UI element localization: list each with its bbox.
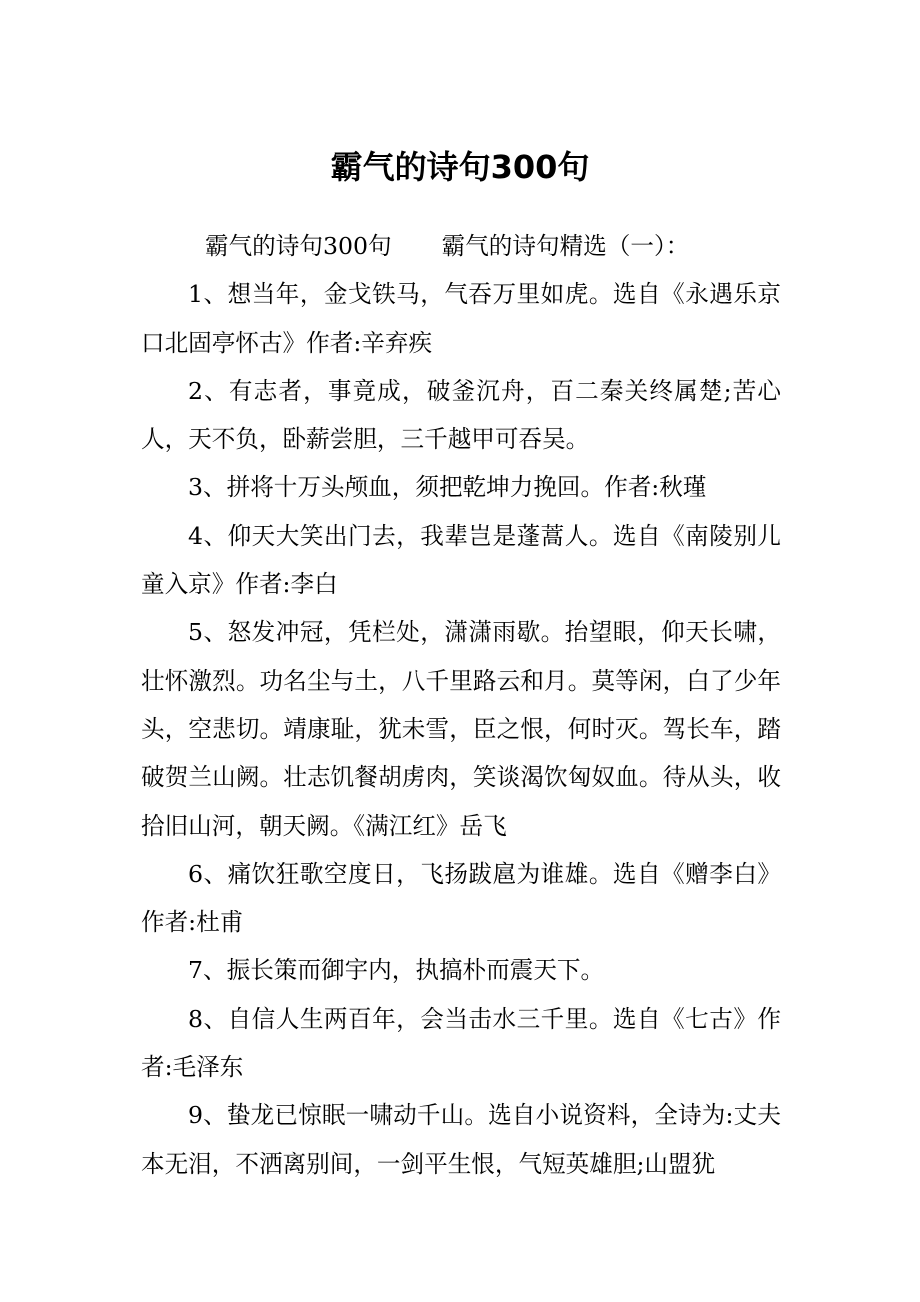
poem-paragraph-6: 6、痛饮狂歌空度日，飞扬跋扈为谁雄。选自《赠李白》作者:杜甫 [141,859,781,937]
poem-paragraph-3: 3、拼将十万头颅血，须把乾坤力挽回。作者:秋瑾 [188,473,707,502]
intro-subheading: 霸气的诗句精选（一）： [441,232,690,260]
poem-paragraph-9: 9、蛰龙已惊眠一啸动千山。选自小说资料，全诗为:丈夫本无泪，不洒离别间，一剑平生恨，气短英雄胆;山盟犹 [141,1101,781,1178]
poem-paragraph-4: 4、仰天大笑出门去，我辈岂是蓬蒿人。选自《南陵别儿童入京》作者:李白 [141,521,781,599]
poem-paragraph-2: 2、有志者，事竟成，破釜沉舟，百二秦关终属楚;苦心人，天不负，卧薪尝胆，三千越甲可吞吴。 [141,376,781,454]
document-body [141,222,781,1188]
intro-heading: 霸气的诗句300句 [205,232,392,260]
poem-paragraph-7: 7、振长策而御宇内，执搞朴而震天下。 [188,956,605,985]
document-title: 霸气的诗句300句 [330,148,590,186]
poem-paragraph-8: 8、自信人生两百年，会当击水三千里。选自《七古》作者:毛泽东 [141,1004,781,1082]
poem-paragraph-1: 1、想当年，金戈铁马，气吞万里如虎。选自《永遇乐京口北固亭怀古》作者:辛弃疾 [141,280,781,357]
intro-paragraph [141,222,781,270]
poem-paragraph-5: 5、怒发冲冠，凭栏处，潇潇雨歇。抬望眼，仰天长啸，壮怀激烈。功名尘与土，八千里路云和月。莫等闲，白了少年头，空悲切。靖康耻，犹未雪，臣之恨，何时灭。驾长车，踏破贺兰山阙。壮志饥餐胡虏肉，笑谈渴饮匈奴血。待从头，收拾旧山河，朝天阙。《满江红》岳飞 [141,618,781,840]
